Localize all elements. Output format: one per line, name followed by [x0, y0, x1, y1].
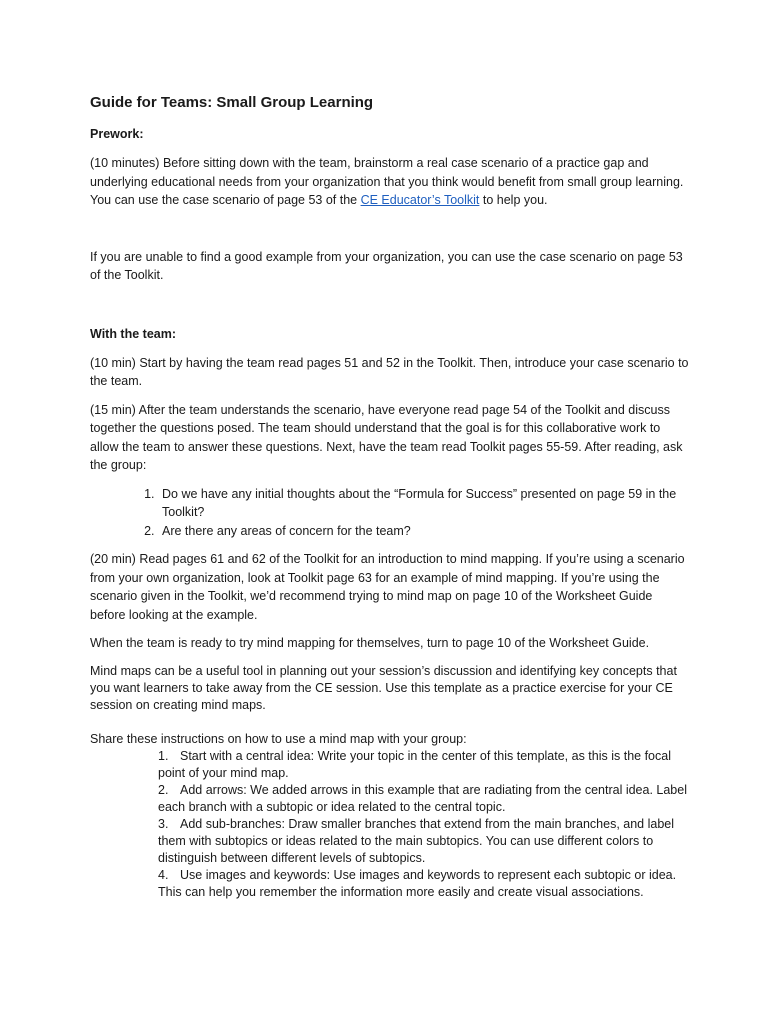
prework-paragraph — [90, 154, 690, 210]
step-text: Start with a central idea: Write your topic in the center of this template, as this is the focal point of your mind map. — [158, 748, 671, 780]
ce-educators-toolkit-link[interactable]: CE Educator’s Toolkit — [360, 193, 480, 207]
page-title: Guide for Teams: Small Group Learning — [90, 94, 374, 111]
step-text: Add arrows: We added arrows in this example that are radiating from the central idea. Label each branch with a subtopic or idea related to the central topic. — [158, 782, 687, 814]
list-item — [158, 748, 690, 782]
step-number: 2. — [158, 782, 169, 797]
mind-map-steps-list — [90, 748, 690, 901]
team-paragraph-4: When the team is ready to try mind mapping for themselves, turn to page 10 of the Worksheet Guide. — [90, 636, 650, 650]
step-number: 1. — [158, 748, 169, 763]
step-number: 3. — [158, 816, 169, 831]
instructions-intro: Share these instructions on how to use a mind map with your group: — [90, 731, 467, 746]
with-team-heading: With the team: — [90, 326, 176, 341]
list-item — [158, 816, 690, 867]
list-item: 2. Are there any areas of concern for the team? — [158, 522, 690, 541]
list-item — [158, 867, 690, 901]
prework-text-after-link: to help you. — [479, 193, 548, 207]
document-page — [90, 93, 690, 901]
team-paragraph-1: (10 min) Start by having the team read pages 51 and 52 in the Toolkit. Then, introduce your case scenario to the team. — [90, 355, 689, 388]
group-questions-list — [90, 485, 690, 541]
mind-map-intro-paragraph: Mind maps can be a useful tool in planning out your session’s discussion and identifying key concepts that you want learners to take away from the CE session. Use this template as a practice exercise for your CE session on creating mind maps. — [90, 663, 677, 712]
list-item — [158, 782, 690, 816]
step-text: Use images and keywords: Use images and keywords to represent each subtopic or idea. This can help you remember the information more easily and create visual associations. — [158, 867, 677, 899]
prework-text-before-link: (10 minutes) Before sitting down with the team, brainstorm a real case scenario of a practice gap and underlying educational needs from your organization that you think would benefit from small group learning. You can use the case scenario of page 53 of the — [90, 156, 684, 207]
team-paragraph-3: (20 min) Read pages 61 and 62 of the Toolkit for an introduction to mind mapping. If you’re using a scenario from your own organization, look at Toolkit page 63 for an example of mind mapping. If you’re using the scenario given in the Toolkit, we’d recommend trying to mind map on page 10 of the Worksheet Guide before looking at the example. — [90, 552, 685, 622]
step-number: 4. — [158, 867, 169, 882]
prework-heading: Prework: — [90, 127, 144, 141]
prework-alternative-paragraph: If you are unable to find a good example from your organization, you can use the case scenario on page 53 of the Toolkit. — [90, 249, 683, 282]
team-paragraph-2: (15 min) After the team understands the scenario, have everyone read page 54 of the Toolkit and discuss together the questions posed. The team should understand that the goal is for this collaborative work to allow the team to answer these questions. Next, have the team read Toolkit pages 55-59. After reading, ask the group: — [90, 402, 683, 472]
list-item: 1. Do we have any initial thoughts about the “Formula for Success” presented on page 59 in the Toolkit? — [158, 485, 690, 522]
step-text: Add sub-branches: Draw smaller branches that extend from the main branches, and label them with subtopics or ideas related to the main subtopics. You can use different colors to distinguish between different levels of subtopics. — [158, 816, 675, 865]
mind-map-section — [90, 663, 690, 901]
